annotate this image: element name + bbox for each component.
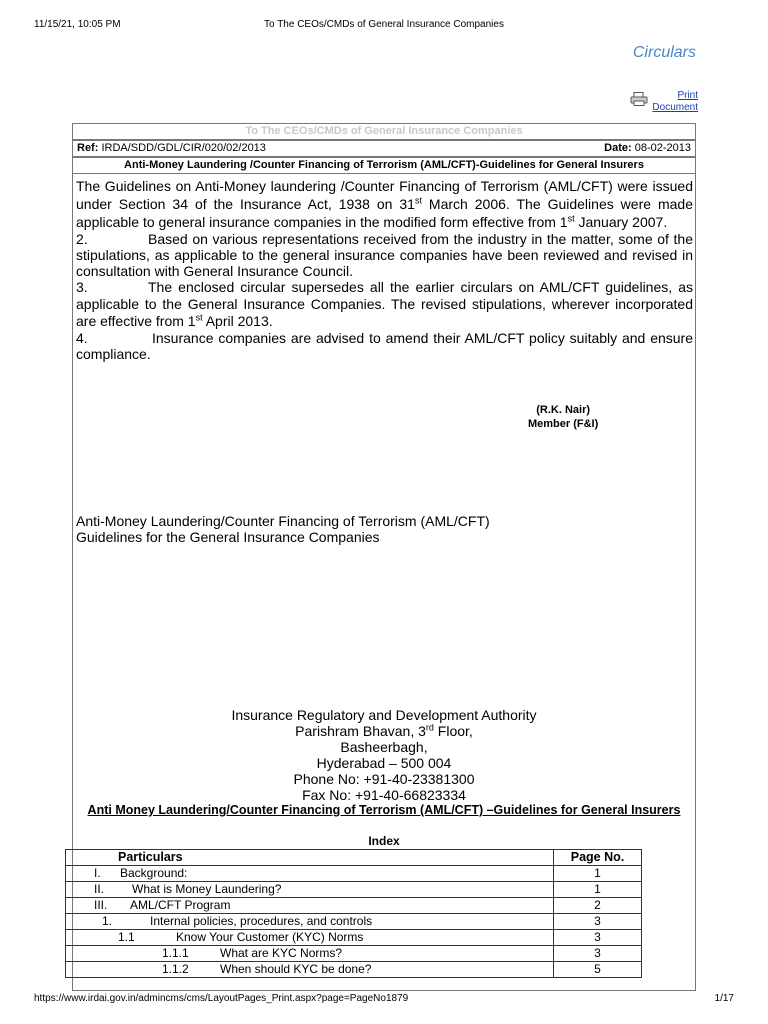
reference-bar [72, 140, 696, 157]
table-row: II. What is Money Laundering? 1 [66, 882, 642, 898]
table-row: III. AML/CFT Program 2 [66, 898, 642, 914]
paragraph-1: The Guidelines on Anti-Money laundering /Counter Financing of Terrorism (AML/CFT) were issued under Section 34 of the Insurance Act, 1938 on 31st March 2006. The Guidelines were made applicable to general insurance companies in the modified form effective from 1st January 2007. [76, 178, 694, 230]
print-link-line2[interactable]: Document [652, 102, 698, 113]
ref-label: Ref: [77, 142, 99, 154]
paragraph-4: 4. Insurance companies are advised to amend their AML/CFT policy suitably and ensure compliance. [76, 330, 693, 362]
table-row: I. Background: 1 [66, 866, 642, 882]
address-line1: Parishram Bhavan, 3rd Floor, [295, 722, 473, 739]
circular-title: To The CEOs/CMDs of General Insurance Companies [72, 123, 696, 140]
signature-block [528, 403, 598, 431]
address-line3: Hyderabad – 500 004 [316, 755, 452, 771]
print-datetime: 11/15/21, 10:05 PM [34, 19, 121, 30]
signatory-name: (R.K. Nair) [536, 404, 591, 416]
date-value: 08-02-2013 [634, 142, 691, 154]
date-label: Date: [604, 142, 632, 154]
table-row: 1.1.2 When should KYC be done? 5 [66, 962, 642, 978]
paragraph-2: 2. Based on various representations received from the industry in the matter, some of the stipulations, as applicable to the general insurance companies have been reviewed and revised in consultation with General Insurance Council. [76, 231, 693, 279]
print-footer-page: 1/17 [714, 993, 734, 1004]
fax-number: Fax No: +91-40-66823334 [302, 787, 466, 803]
index-header-row [66, 850, 642, 866]
document-title: Anti Money Laundering/Counter Financing of Terrorism (AML/CFT) –Guidelines for General Insurers [87, 803, 681, 817]
authority-name: Insurance Regulatory and Development Authority [231, 707, 537, 723]
index-label: Index [368, 834, 400, 848]
ref-value: IRDA/SDD/GDL/CIR/020/02/2013 [101, 142, 266, 154]
table-row: 1.1 Know Your Customer (KYC) Norms 3 [66, 930, 642, 946]
print-document-link[interactable] [652, 90, 698, 114]
col-page-no: Page No. [554, 850, 642, 866]
print-footer-url: https://www.irdai.gov.in/admincms/cms/LayoutPages_Print.aspx?page=PageNo1879 [34, 993, 409, 1004]
print-link-line1[interactable]: Print [677, 90, 698, 101]
index-table [65, 849, 642, 978]
phone-number: Phone No: +91-40-23381300 [293, 771, 475, 787]
paragraph-3: 3. The enclosed circular supersedes all the earlier circulars on AML/CFT guidelines, as applicable to the General Insurance Companies. The revised stipulations, wherever incorporated are effective from 1st April 2013. [76, 279, 693, 329]
table-row: 1.1.1 What are KYC Norms? 3 [66, 946, 642, 962]
authority-address [72, 707, 696, 803]
col-particulars: Particulars [66, 850, 554, 866]
printer-icon[interactable] [630, 92, 648, 106]
circular-subject: Anti-Money Laundering /Counter Financing of Terrorism (AML/CFT)-Guidelines for General Insurers [72, 157, 696, 174]
signatory-title: Member (F&I) [528, 418, 599, 430]
guidelines-title-line1: Anti-Money Laundering/Counter Financing of Terrorism (AML/CFT) [76, 513, 490, 529]
guidelines-title-line2: Guidelines for the General Insurance Companies [76, 529, 380, 545]
table-row: 1. Internal policies, procedures, and controls 3 [66, 914, 642, 930]
guidelines-title [76, 513, 490, 545]
print-page-title: To The CEOs/CMDs of General Insurance Companies [264, 19, 504, 30]
address-line2: Basheerbagh, [340, 739, 428, 755]
section-title: Circulars [632, 44, 696, 61]
circular-body [76, 177, 693, 362]
